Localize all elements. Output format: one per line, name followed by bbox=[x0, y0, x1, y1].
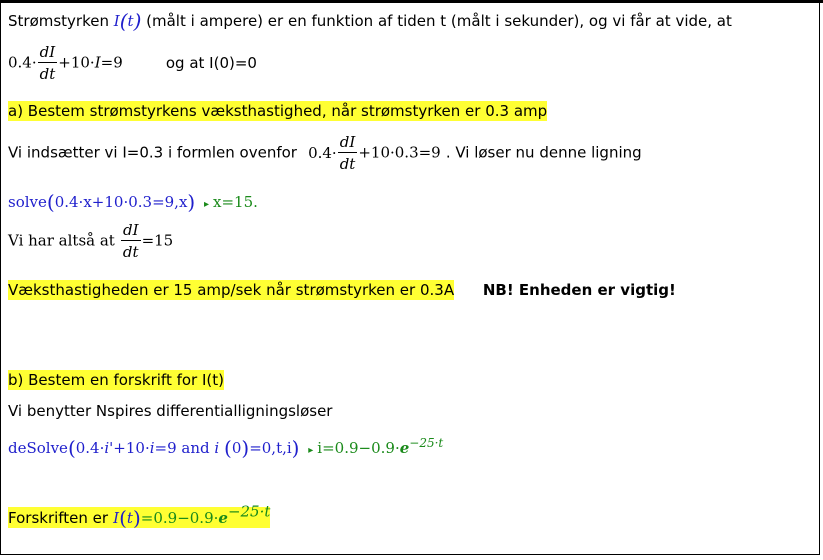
conclusion-value: =15 bbox=[141, 231, 174, 250]
desolve-line[interactable] bbox=[8, 436, 444, 460]
part-a-heading bbox=[8, 102, 547, 120]
answer-b-highlight bbox=[8, 503, 271, 531]
conclusion-fraction bbox=[121, 222, 141, 260]
diffeq-num: dI bbox=[38, 44, 58, 63]
answer-a-text: Væksthastigheden er 15 amp/sek når strømstyrken er 0.3A bbox=[8, 281, 455, 299]
conclusion-line bbox=[8, 222, 173, 260]
intro-text-start: Strømstyrken bbox=[8, 12, 109, 30]
insert-rest: +10·0.3=9 bbox=[358, 143, 441, 162]
desolve-open-paren: ( bbox=[67, 436, 76, 460]
answer-b-arg: t bbox=[126, 509, 133, 528]
result-arrow-icon: ▸ bbox=[308, 445, 314, 456]
desolve-result-e: e bbox=[399, 439, 410, 457]
conclusion-text: Vi har altså at bbox=[8, 231, 115, 250]
insert-fraction bbox=[338, 134, 358, 172]
solve-close-paren: ) bbox=[187, 190, 196, 214]
conclusion-den: dt bbox=[122, 243, 139, 261]
desolve-inner-close: ) bbox=[241, 436, 250, 460]
diffeq-eq: =9 bbox=[100, 53, 123, 72]
desolve-inner-open: ( bbox=[224, 436, 232, 460]
desolve-command: deSolve bbox=[8, 439, 68, 457]
part-b-heading-text: b) Bestem en forskrift for I(t) bbox=[8, 371, 224, 389]
diffeq-coef: 0.4· bbox=[8, 53, 37, 72]
diffeq-den: dt bbox=[39, 65, 56, 83]
desolve-result-exponent: −25·t bbox=[409, 436, 444, 450]
answer-a-line bbox=[8, 281, 676, 299]
solve-intro-text: . Vi løser nu denne ligning bbox=[445, 143, 642, 162]
part-b-heading bbox=[8, 371, 224, 389]
insert-num: dI bbox=[338, 134, 358, 153]
solve-command: solve bbox=[8, 193, 47, 211]
solve-args: 0.4·x+10·0.3=9,x bbox=[54, 193, 188, 211]
insert-den: dt bbox=[339, 155, 356, 173]
method-text: Vi benytter Nspires differentialligningsløser bbox=[8, 402, 333, 420]
intro-line bbox=[8, 9, 732, 33]
answer-b-func: I bbox=[113, 509, 120, 528]
diffeq-fraction bbox=[38, 44, 58, 82]
answer-b-line bbox=[8, 503, 271, 531]
part-a-heading-text: a) Bestem strømstyrkens væksthastighed, når strømstyrken er 0.3 amp bbox=[8, 102, 548, 120]
intro-func-arg: t bbox=[127, 12, 134, 30]
intro-function: I(t) bbox=[113, 9, 142, 33]
answer-b-rhs: =0.9−0.9· bbox=[140, 509, 219, 528]
answer-b-text: Forskriften er bbox=[8, 509, 109, 528]
desolve-var-1: i' bbox=[104, 439, 114, 457]
desolve-arg-3: =9 and bbox=[154, 439, 210, 457]
solve-line[interactable] bbox=[8, 190, 258, 214]
unit-note: NB! Enheden er vigtig! bbox=[482, 281, 676, 299]
answer-b-exponent: −25·t bbox=[227, 503, 271, 521]
desolve-var-3: i bbox=[214, 439, 220, 457]
answer-b-close: ) bbox=[132, 506, 141, 531]
diffeq-rest: +10· bbox=[58, 53, 95, 72]
conclusion-num: dI bbox=[121, 222, 141, 241]
diffeq-var: I bbox=[94, 53, 101, 72]
insert-text: Vi indsætter vi I=0.3 i formlen ovenfor bbox=[8, 143, 297, 162]
result-arrow-icon: ▸ bbox=[204, 199, 210, 210]
answer-b-e: e bbox=[218, 509, 228, 528]
diffeq-line bbox=[8, 44, 257, 82]
answer-b-open: ( bbox=[119, 506, 127, 531]
insert-coef: 0.4· bbox=[308, 143, 337, 162]
solve-open-paren: ( bbox=[46, 190, 55, 214]
initial-condition: og at I(0)=0 bbox=[165, 53, 257, 72]
desolve-close-paren: ) bbox=[291, 436, 300, 460]
desolve-arg-5: =0,t,i bbox=[249, 439, 292, 457]
desolve-arg-1: 0.4· bbox=[75, 439, 105, 457]
intro-text-end: (målt i ampere) er en funktion af tiden t (målt i sekunder), og vi får at vide, at bbox=[146, 12, 732, 30]
desolve-arg-2: +10· bbox=[113, 439, 150, 457]
method-line bbox=[8, 402, 332, 420]
solve-result: x=15. bbox=[213, 193, 258, 211]
desolve-arg-4: 0 bbox=[231, 439, 242, 457]
document-frame bbox=[0, 3, 820, 555]
desolve-result: i=0.9−0.9· bbox=[317, 439, 400, 457]
intro-func-name: I bbox=[113, 12, 120, 30]
insert-line bbox=[8, 134, 642, 172]
desolve-var-2: i bbox=[149, 439, 155, 457]
